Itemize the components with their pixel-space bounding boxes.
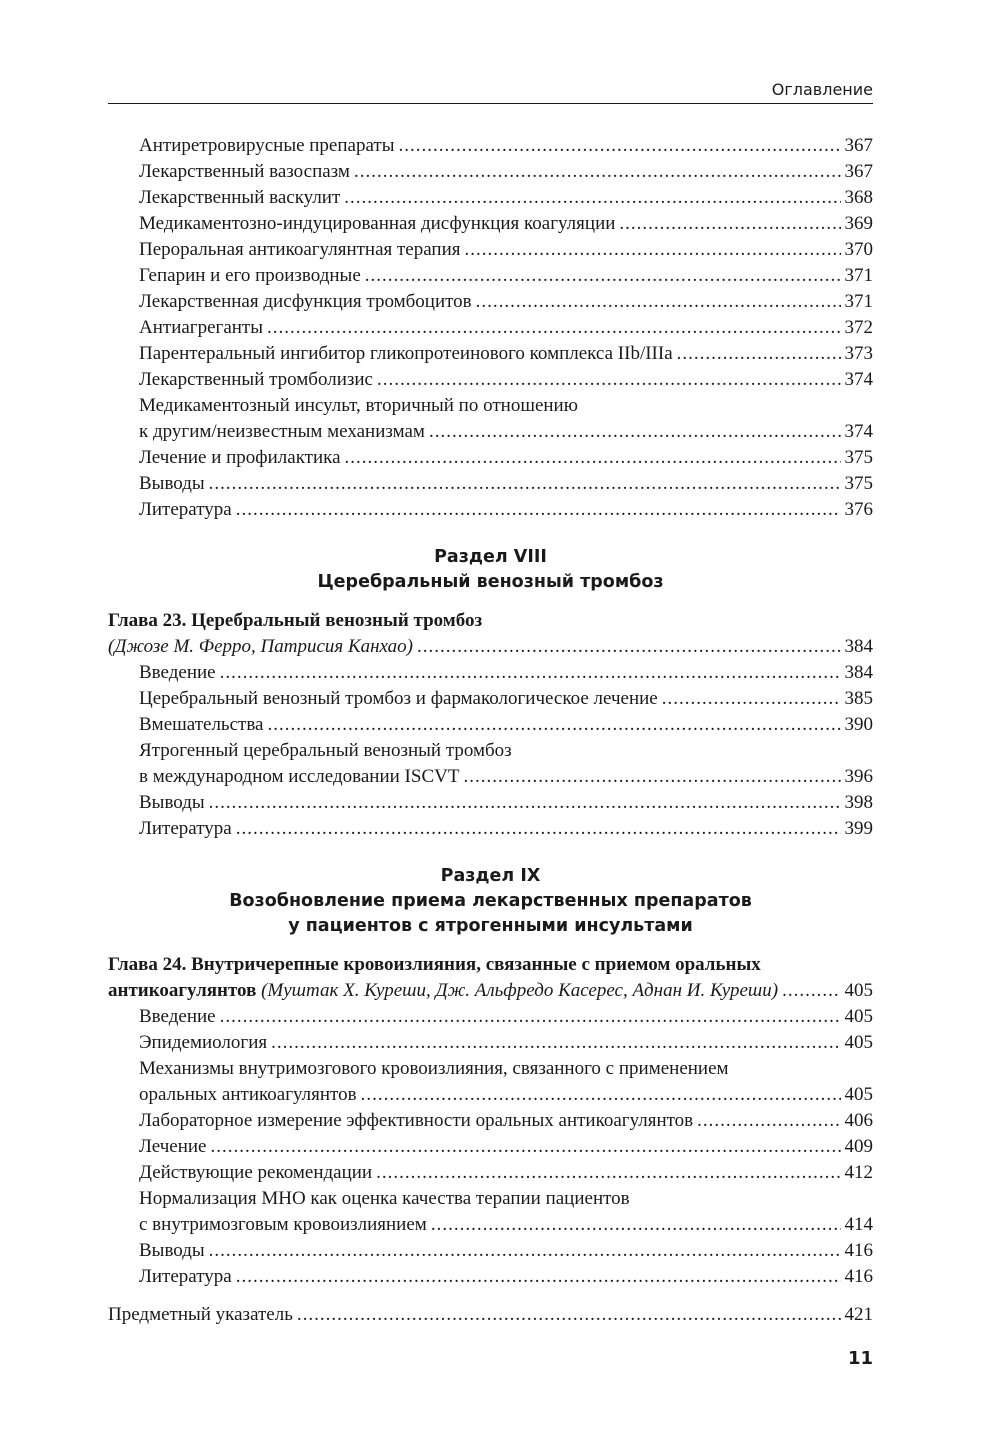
leader-dots — [354, 159, 841, 185]
toc-entry-title: Действующие рекомендации — [139, 1162, 373, 1183]
toc-entry[interactable] — [108, 1264, 873, 1290]
leader-dots — [377, 367, 841, 393]
leader-dots — [267, 712, 840, 738]
leader-dots — [209, 790, 841, 816]
leader-dots — [662, 686, 841, 712]
toc-entry-title: Лечение — [139, 1136, 207, 1157]
toc-entry-title: Литература — [139, 1266, 232, 1287]
toc-entry-title: Лекарственный васкулит — [139, 187, 341, 208]
leader-dots — [398, 133, 840, 159]
toc-entry-title: оральных антикоагулянтов — [139, 1084, 357, 1105]
toc-entry[interactable] — [108, 1030, 873, 1056]
table-of-contents — [108, 133, 873, 1328]
leader-dots — [697, 1108, 840, 1134]
leader-dots — [220, 660, 841, 686]
toc-entry[interactable] — [108, 185, 873, 211]
page-number: 371 — [844, 291, 873, 312]
page-number: 416 — [844, 1266, 873, 1287]
toc-entry[interactable] — [108, 445, 873, 471]
toc-entry[interactable] — [108, 419, 873, 445]
index-entry-title: Предметный указатель — [108, 1304, 293, 1325]
page-number: 405 — [844, 1084, 873, 1105]
chapter-23-authors-line[interactable] — [108, 634, 873, 660]
top-entry-list — [108, 133, 873, 523]
leader-dots — [236, 497, 841, 523]
page-number-folio: 11 — [847, 1348, 873, 1369]
leader-dots — [267, 315, 841, 341]
page-number: 375 — [844, 473, 873, 494]
chapter-23-entry-list — [108, 660, 873, 842]
page-number: 421 — [844, 1304, 873, 1325]
toc-entry[interactable] — [108, 289, 873, 315]
toc-entry[interactable] — [108, 1108, 873, 1134]
toc-entry[interactable] — [108, 497, 873, 523]
page-number: 405 — [844, 980, 873, 1001]
toc-entry-title: Лечение и профилактика — [139, 447, 341, 468]
leader-dots — [417, 634, 840, 660]
leader-dots — [210, 1134, 840, 1160]
leader-dots — [476, 289, 841, 315]
toc-entry-line1: Механизмы внутримозгового кровоизлияния, связанного с применением — [139, 1058, 729, 1079]
toc-entry[interactable] — [108, 211, 873, 237]
section-9-title-line2: у пациентов с ятрогенными инсультами — [288, 916, 693, 936]
toc-entry[interactable] — [108, 1212, 873, 1238]
chapter-24-authors: (Муштак Х. Куреши, Дж. Альфредо Касеpес, Аднан И. Куреши) — [261, 980, 779, 1001]
leader-dots — [271, 1030, 840, 1056]
page-number: 372 — [844, 317, 873, 338]
toc-entry-title: Пероральная антикоагулянтная терапия — [139, 239, 461, 260]
leader-dots — [209, 1238, 841, 1264]
toc-entry-line1: Медикаментозный инсульт, вторичный по отношению — [139, 395, 578, 416]
page-number: 412 — [844, 1162, 873, 1183]
toc-entry-title: к другим/неизвестным механизмам — [139, 421, 425, 442]
section-8-title: Церебральный венозный тромбоз — [317, 572, 664, 592]
page-number: 406 — [844, 1110, 873, 1131]
toc-entry-title: Лекарственный тромболизис — [139, 369, 373, 390]
toc-entry[interactable] — [108, 341, 873, 367]
toc-entry[interactable] — [108, 686, 873, 712]
toc-entry[interactable] — [108, 237, 873, 263]
toc-entry[interactable] — [108, 816, 873, 842]
page-number: 398 — [844, 792, 873, 813]
toc-entry[interactable] — [108, 367, 873, 393]
page-number: 367 — [844, 135, 873, 156]
chapter-23-heading[interactable]: Глава 23. Церебральный венозный тромбоз — [108, 610, 483, 631]
toc-entry-title: Выводы — [139, 1240, 205, 1261]
page-number: 371 — [844, 265, 873, 286]
page-number: 409 — [844, 1136, 873, 1157]
toc-entry-title: Лекарственный вазоспазм — [139, 161, 350, 182]
toc-entry-title: Антиагреганты — [139, 317, 263, 338]
toc-entry[interactable] — [108, 263, 873, 289]
toc-entry-line1: Ятрогенный церебральный венозный тромбоз — [139, 740, 512, 761]
page-number: 376 — [844, 499, 873, 520]
toc-entry[interactable] — [108, 159, 873, 185]
toc-entry-title: Введение — [139, 662, 216, 683]
leader-dots — [677, 341, 841, 367]
leader-dots — [431, 1212, 841, 1238]
leader-dots — [236, 816, 841, 842]
chapter-24-title-line2: антикоагулянтов — [108, 980, 257, 1001]
toc-entry-title: Введение — [139, 1006, 216, 1027]
toc-entry[interactable] — [108, 712, 873, 738]
section-9-title-line1: Возобновление приема лекарственных препаратов — [229, 891, 752, 911]
toc-entry-title: Выводы — [139, 792, 205, 813]
page-number: 384 — [844, 636, 873, 657]
leader-dots — [361, 1082, 841, 1108]
page-number: 374 — [844, 369, 873, 390]
toc-entry-title: Лекарственная дисфункция тромбоцитов — [139, 291, 472, 312]
leader-dots — [365, 263, 841, 289]
toc-entry[interactable] — [108, 660, 873, 686]
page-number: 374 — [844, 421, 873, 442]
leader-dots — [344, 185, 840, 211]
index-entry[interactable] — [108, 1302, 873, 1328]
toc-entry-title: Литература — [139, 499, 232, 520]
page-number: 373 — [844, 343, 873, 364]
page-number: 367 — [844, 161, 873, 182]
toc-entry[interactable] — [108, 315, 873, 341]
page-number: 399 — [844, 818, 873, 839]
toc-entry[interactable] — [108, 1134, 873, 1160]
section-8-label: Раздел VIII — [434, 547, 547, 567]
page-number: 375 — [844, 447, 873, 468]
leader-dots — [376, 1160, 840, 1186]
toc-entry-title: Лабораторное измерение эффективности оральных антикоагулянтов — [139, 1110, 694, 1131]
page-number: 384 — [844, 662, 873, 683]
page-number: 396 — [844, 766, 873, 787]
leader-dots — [297, 1302, 841, 1328]
leader-dots — [465, 237, 841, 263]
toc-entry[interactable] — [108, 1160, 873, 1186]
chapter-24-authors-line[interactable] — [108, 978, 873, 1004]
page-number: 414 — [844, 1214, 873, 1235]
chapter-24-heading[interactable]: Глава 24. Внутричерепные кровоизлияния, связанные с приемом оральных — [108, 954, 761, 975]
page-number: 405 — [844, 1006, 873, 1027]
toc-entry[interactable] — [108, 1082, 873, 1108]
toc-entry[interactable] — [108, 1238, 873, 1264]
page-number: 385 — [844, 688, 873, 709]
leader-dots — [220, 1004, 841, 1030]
toc-entry-title: Парентеральный ингибитор гликопротеинового комплекса IIb/IIIa — [139, 343, 673, 364]
leader-dots — [345, 445, 841, 471]
toc-entry-title: Антиретровирусные препараты — [139, 135, 395, 156]
page-number: 405 — [844, 1032, 873, 1053]
toc-entry[interactable] — [108, 1004, 873, 1030]
toc-entry-title: с внутримозговым кровоизлиянием — [139, 1214, 427, 1235]
leader-dots — [463, 764, 840, 790]
page-number: 416 — [844, 1240, 873, 1261]
toc-entry-title: Церебральный венозный тромбоз и фармакологическое лечение — [139, 688, 658, 709]
toc-entry[interactable] — [108, 790, 873, 816]
chapter-23 — [108, 608, 873, 842]
chapter-23-authors: (Джозе М. Феppo, Патрисия Канхао) — [108, 636, 414, 657]
toc-entry[interactable] — [108, 471, 873, 497]
header-rule — [108, 103, 873, 104]
page-number: 369 — [844, 213, 873, 234]
leader-dots — [782, 978, 840, 1004]
page-number: 390 — [844, 714, 873, 735]
toc-entry-title: Литература — [139, 818, 232, 839]
chapter-24-entry-list — [108, 1004, 873, 1290]
section-9-label: Раздел IX — [440, 866, 541, 886]
toc-entry-title: Гепарин и его производные — [139, 265, 361, 286]
toc-entry-title: Вмешательства — [139, 714, 264, 735]
toc-entry-title: Выводы — [139, 473, 205, 494]
toc-entry-title: Медикаментозно-индуцированная дисфункция коагуляции — [139, 213, 616, 234]
leader-dots — [619, 211, 840, 237]
toc-entry-line1: Нормализация МНО как оценка качества терапии пациентов — [139, 1188, 630, 1209]
page-number: 370 — [844, 239, 873, 260]
leader-dots — [236, 1264, 841, 1290]
leader-dots — [209, 471, 841, 497]
running-head: Оглавление — [771, 80, 873, 99]
toc-entry[interactable] — [108, 133, 873, 159]
page-number: 368 — [844, 187, 873, 208]
toc-entry-title: Эпидемиология — [139, 1032, 268, 1053]
leader-dots — [429, 419, 841, 445]
toc-entry[interactable] — [108, 764, 873, 790]
toc-entry-title: в международном исследовании ISCVT — [139, 766, 460, 787]
chapter-24 — [108, 952, 873, 1290]
